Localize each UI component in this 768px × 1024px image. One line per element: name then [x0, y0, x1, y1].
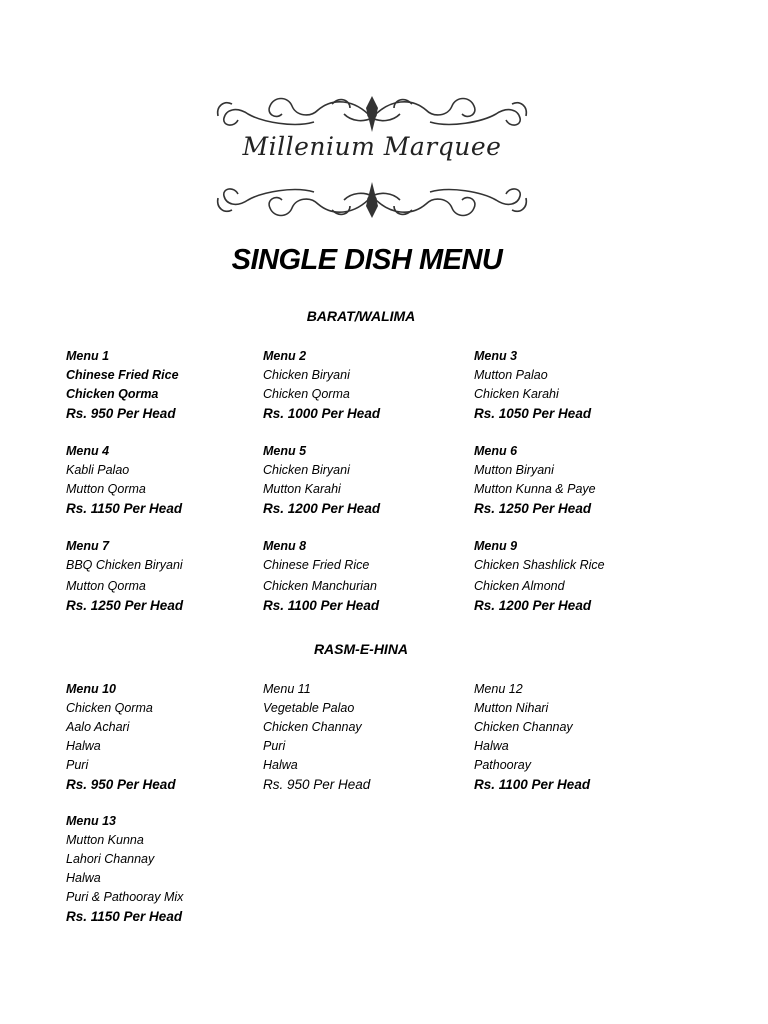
menu-item: Chicken Karahi	[474, 387, 559, 401]
menu-price: Rs. 1200 Per Head	[263, 501, 381, 516]
menu-card-1	[66, 347, 179, 423]
menu-card-4	[66, 442, 182, 518]
menu-item: Halwa	[66, 739, 101, 753]
menu-heading: Menu 1	[66, 349, 110, 363]
menu-item: Mutton Palao	[474, 368, 548, 382]
menu-item: Mutton Kunna & Paye	[474, 482, 596, 496]
menu-heading: Menu 6	[474, 444, 518, 458]
section-title-barat-walima: BARAT/WALIMA	[306, 308, 416, 324]
menu-card-6	[474, 442, 596, 518]
menu-price: Rs. 1000 Per Head	[263, 406, 381, 421]
section-title-rasm-e-hina: RASM-E-HINA	[313, 641, 409, 657]
menu-price: Rs. 1150 Per Head	[66, 909, 183, 924]
menu-card-13	[66, 812, 183, 926]
menu-heading: Menu 2	[263, 349, 307, 363]
menu-price: Rs. 1250 Per Head	[66, 598, 184, 613]
menu-item: Chicken Qorma	[66, 701, 153, 715]
menu-heading: Menu 13	[66, 814, 117, 828]
menu-heading: Menu 3	[474, 349, 518, 363]
menu-item: Mutton Nihari	[474, 701, 549, 715]
menu-item: Chicken Qorma	[263, 387, 350, 401]
menu-item: Chinese Fried Rice	[263, 558, 370, 572]
menu-item: Puri	[263, 739, 286, 753]
menu-heading: Menu 8	[263, 539, 307, 553]
menu-price: Rs. 950 Per Head	[263, 777, 371, 792]
menu-heading: Menu 4	[66, 444, 110, 458]
menu-item: Puri & Pathooray Mix	[66, 890, 184, 904]
menu-heading: Menu 10	[66, 682, 117, 696]
menu-item: Chicken Almond	[474, 579, 565, 593]
logo-text: Millenium Marquee	[242, 132, 502, 161]
menu-item: Mutton Qorma	[66, 579, 146, 593]
menu-heading: Menu 9	[474, 539, 518, 553]
menu-item: Chicken Biryani	[263, 463, 350, 477]
logo	[214, 92, 530, 222]
menu-card-10	[66, 680, 176, 794]
menu-card-12	[474, 680, 590, 794]
menu-item: Chicken Biryani	[263, 368, 350, 382]
menu-item: Vegetable Palao	[263, 701, 355, 715]
menu-item: Chinese Fried Rice	[66, 368, 179, 382]
menu-price: Rs. 950 Per Head	[66, 777, 176, 792]
menu-item: Mutton Karahi	[263, 482, 341, 496]
menu-item: Halwa	[66, 871, 101, 885]
menu-item: Mutton Biryani	[474, 463, 554, 477]
menu-heading: Menu 12	[474, 682, 523, 696]
menu-item: Chicken Channay	[474, 720, 573, 734]
menu-price: Rs. 1200 Per Head	[474, 598, 592, 613]
menu-item: Chicken Channay	[263, 720, 362, 734]
menu-card-11	[263, 680, 370, 794]
menu-item: Chicken Manchurian	[263, 579, 377, 593]
menu-card-3	[474, 347, 591, 423]
menu-item: Mutton Kunna	[66, 833, 144, 847]
menu-price: Rs. 1150 Per Head	[66, 501, 183, 516]
menu-card-5	[263, 442, 380, 518]
menu-item: Mutton Qorma	[66, 482, 146, 496]
menu-price: Rs. 950 Per Head	[66, 406, 176, 421]
menu-card-7	[66, 537, 183, 615]
menu-card-8	[263, 537, 379, 615]
menu-heading: Menu 7	[66, 539, 110, 553]
menu-price: Rs. 1100 Per Head	[474, 777, 591, 792]
menu-heading: Menu 11	[263, 682, 311, 696]
menu-item: Puri	[66, 758, 89, 772]
menu-card-2	[263, 347, 380, 423]
menu-price: Rs. 1250 Per Head	[474, 501, 592, 516]
menu-price: Rs. 1050 Per Head	[474, 406, 592, 421]
menu-item: Aalo Achari	[66, 720, 130, 734]
menu-item: Chicken Shashlick Rice	[474, 558, 605, 572]
menu-item: Halwa	[474, 739, 509, 753]
menu-item: Pathooray	[474, 758, 531, 772]
menu-item: Lahori Channay	[66, 852, 155, 866]
menu-item: Kabli Palao	[66, 463, 130, 477]
menu-price: Rs. 1100 Per Head	[263, 598, 380, 613]
menu-card-9	[474, 537, 605, 615]
menu-item: BBQ Chicken Biryani	[66, 558, 183, 572]
page-title: SINGLE DISH MENU	[231, 244, 503, 276]
menu-item: Chicken Qorma	[66, 387, 159, 401]
menu-item: Halwa	[263, 758, 298, 772]
menu-heading: Menu 5	[263, 444, 307, 458]
